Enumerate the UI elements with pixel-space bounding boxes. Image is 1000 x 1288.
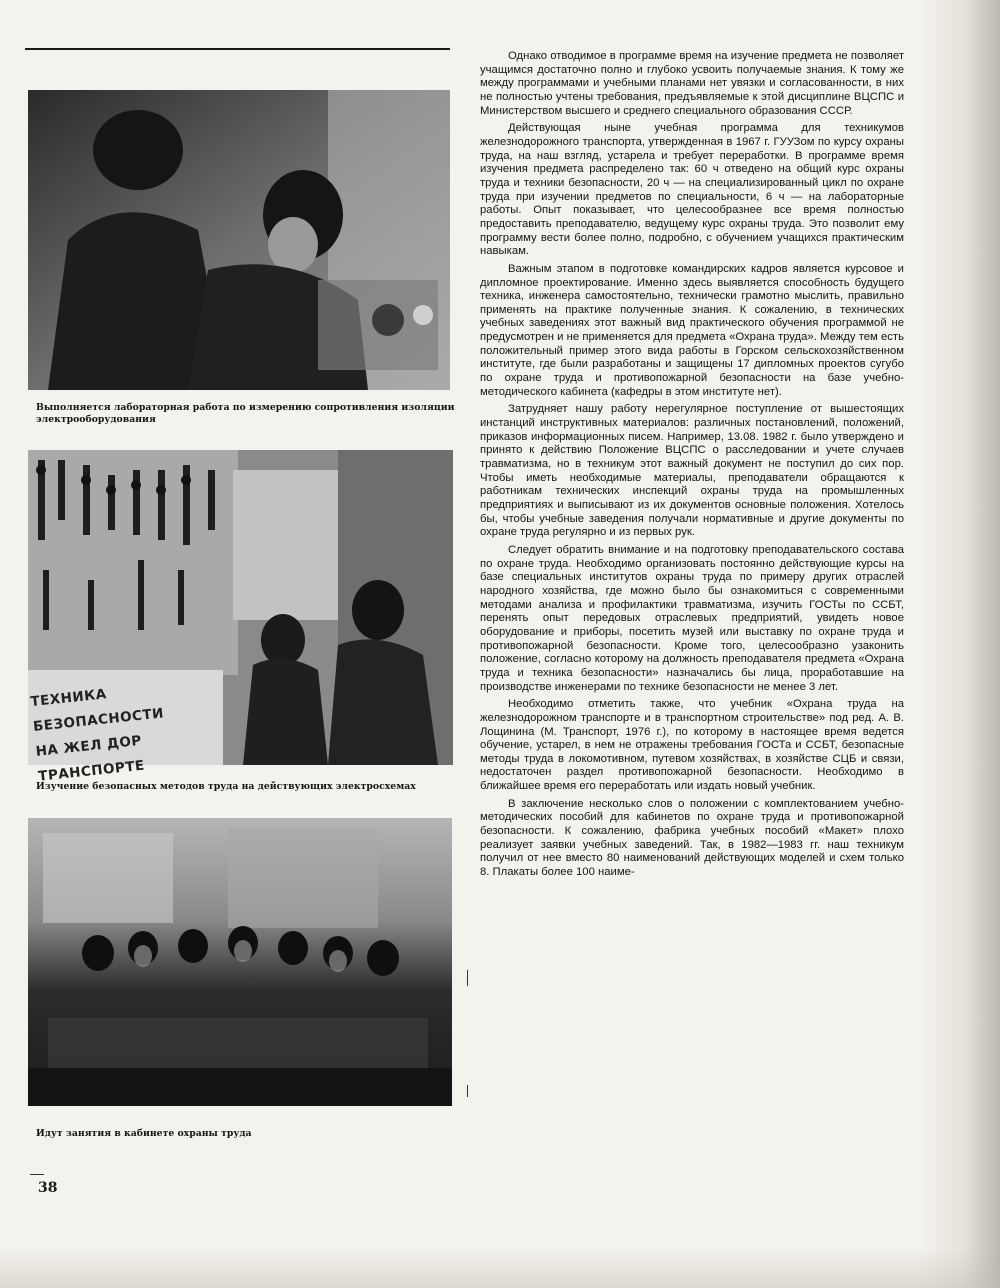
page-edge-shadow [920,0,1000,1288]
caption-photo-electric-schemes: Изучение безопасных методов труда на действующих электросхемах [36,781,416,792]
paragraph: Действующая ныне учебная программа для техникумов железнодорожного транспорта, утвержденная в 1967 г. ГУУЗом по курсу охраны труда, на наш взгляд, устарела и требует переработки. В программе время изучения предмета распределено так: 60 ч отведено на общий курс охраны труда и техники безопасности, 20 ч — на специализированный цикл по охране труда при изучении предметов по специальности, 6 ч — на лабораторные работы. Опыт показывает, что целесообразнее все время полностью предоставить преподавателю, ведущему курс охраны труда. Это позволит ему программу вести более полно, подробно, с обучением учащихся практическим навыкам. [480,122,904,258]
page-number: 38 [38,1180,58,1196]
scan-mark [467,970,468,986]
scan-mark [467,1085,468,1097]
page-bottom-shadow [0,1248,1000,1288]
photo-laboratory-work [28,90,450,390]
page-number-rule [30,1174,44,1175]
caption-photo-classroom: Идут занятия в кабинете охраны труда [36,1128,252,1139]
photo2-sign-line1: ТЕХНИКА БЕЗОПАСНОСТИ [29,686,165,735]
photo-laboratory-work-image [28,90,450,390]
photo2-sign [29,670,228,789]
photo-classroom-image [28,818,452,1106]
photo-classroom [28,818,452,1106]
photo-electric-schemes [28,450,453,785]
paragraph: Необходимо отметить также, что учебник «Охрана труда на железнодорожном транспорте и в транспортном строительстве» под ред. А. В. Лощинина (М. Транспорт, 1976 г.), по которому в настоящее время ведется обучение, устарел, в нем не отражены требования ГОСТа и ССБТ, безопасные методы труда в локомотивном, путевом хозяйствах, в хозяйстве СЦБ и связи, недостаточен раздел противопожарной безопасности. Необходимо в ближайшее время его переработать или издать новый учебник. [480,698,904,793]
top-rule [25,48,450,50]
paragraph: Однако отводимое в программе время на изучение предмета не позволяет учащимся достаточно полно и глубоко усвоить получаемые знания. К тому же между программами и учебными планами нет увязки и согласованности, в них не полностью учтены требования, предъявляемые к этой дисциплине ВЦСПС и Министерством высшего и среднего специального образования СССР. [480,50,904,117]
article-text-column [480,50,904,884]
paragraph: Затрудняет нашу работу нерегулярное поступление от вышестоящих инстанций инструктивных материалов: различных постановлений, положений, приказов информационных писем. Например, 13.08. 1982 г. было утверждено и принято к действию Положение ВЦСПС о расследовании и учете случаев травматизма, но в техникум этот важный документ не поступил до сих пор. Чтобы иметь необходимые материалы, преподаватели обращаются к работникам технических инспекций охраны труда на промышленных предприятиях и выписывают из их документов основные положения. Хотелось бы, чтобы учебные заведения получали нормативные и другие документы по охране труда регулярно и из первых рук. [480,403,904,539]
caption-photo-laboratory-work: Выполняется лабораторная работа по измерению сопротивления изоляции электрооборудования [36,402,455,425]
paragraph: Важным этапом в подготовке командирских кадров является курсовое и дипломное проектирование. Именно здесь выявляется способность будущего техника, инженера самостоятельно, технически грамотно мыслить, правильно применять на практике полученные знания. К сожалению, в технических учебных заведениях этот важный вид практического обучения программой не предусмотрен и не применяется для предмета «Охрана труда». Между тем есть положительный пример этого вида работы в Горском сельскохозяйственном институте, где были разработаны и защищены 17 дипломных проектов сугубо по охране труда и противопожарной безопасности на базе учебно-методического кабинета (кафедры в этом институте нет). [480,262,904,398]
paragraph: В заключение несколько слов о положении с комплектованием учебно-методических пособий для кабинетов по охране труда и противопожарной безопасности. К сожалению, фабрика учебных пособий «Макет» плохо реализует заявки учебных заведений. Так, в 1982—1983 гг. наш техникум получил от нее вместо 80 наименований действующих моделей и схем только 8. Плакаты более 100 наиме- [480,797,904,879]
photo2-sign-line2: НА ЖЕЛ ДОР ТРАНСПОРТЕ [34,732,146,785]
paragraph: Следует обратить внимание и на подготовку преподавательского состава по охране труда. Необходимо организовать постоянно действующие курсы на базе специальных институтов охраны труда по примеру других отраслей народного хозяйства, где можно было бы ознакомиться с современными методами анализа и профилактики травматизма, изучить ГОСТы по ССБТ, перенять опыт передовых отраслевых предприятий, увидеть новое оборудование и приборы, посетить музей или выставку по охране труда и противопожарной безопасности. Кроме того, целесообразно узаконить положение, согласно которому на должность преподавателя предмета «Охрана труда и техника безопасности» назначались бы лица, проработавшие на производстве инженерами по технике безопасности не менее 3 лет. [480,543,904,693]
